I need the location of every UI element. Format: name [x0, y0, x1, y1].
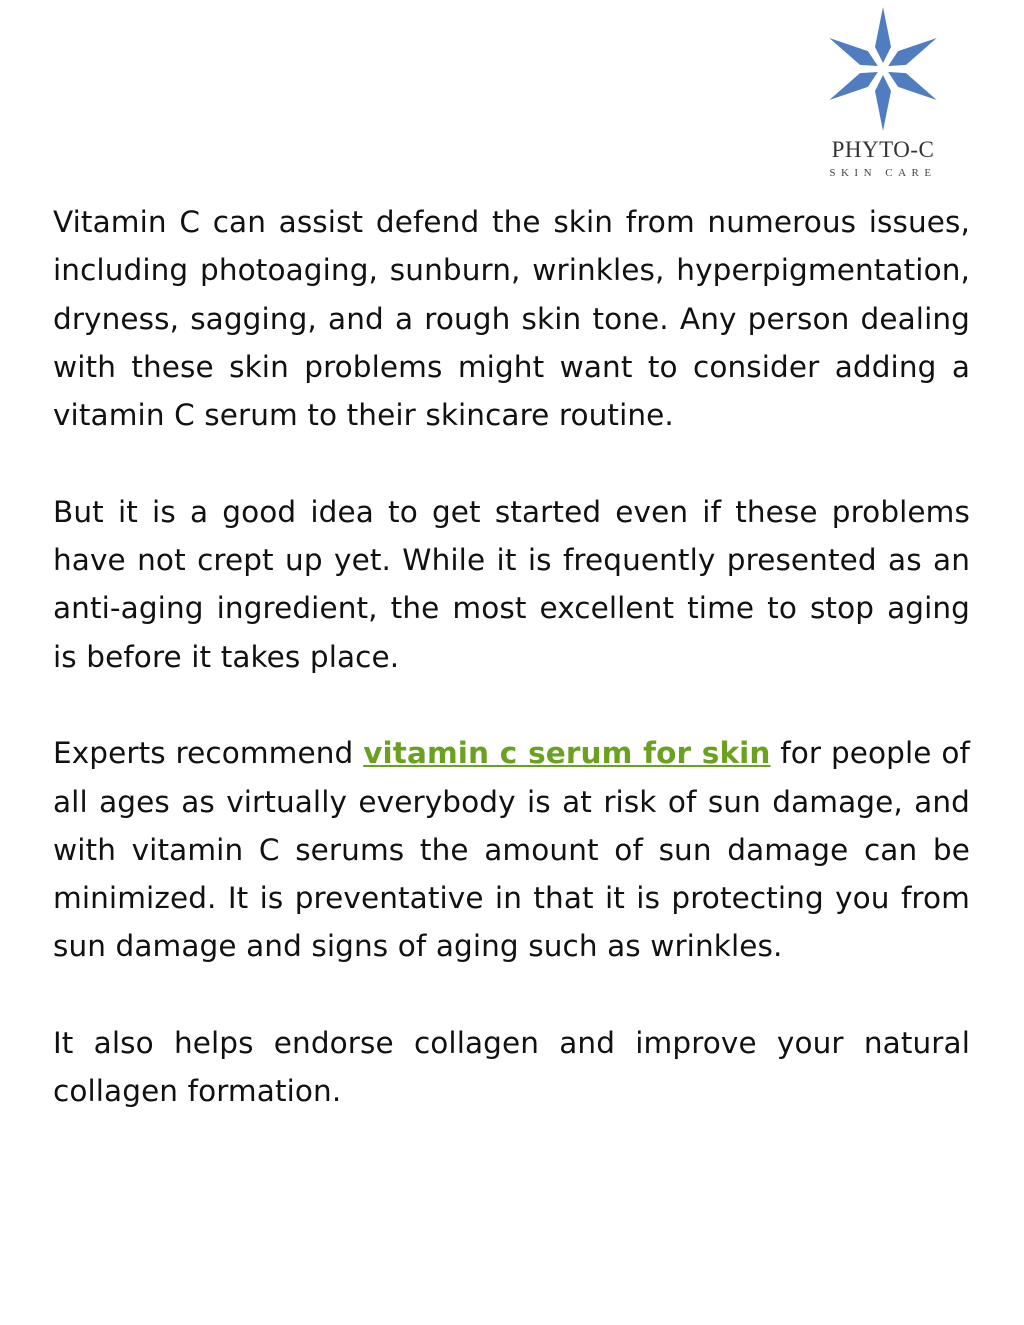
- paragraph-4: It also helps endorse collagen and improve your natural collagen formation.: [53, 1026, 970, 1109]
- brand-name: PHYTO-C: [831, 137, 935, 162]
- paragraph-2: But it is a good idea to get started even if these problems have not crept up yet. While it is frequently presented as an anti-aging ingredient, the most excellent time to stop aging is before it takes place.: [53, 494, 970, 674]
- vitamin-c-serum-link[interactable]: vitamin c serum for skin: [363, 736, 771, 771]
- brand-logo: [818, 4, 948, 182]
- paragraph-3: [53, 729, 970, 970]
- paragraph-3-intro: Experts recommend: [53, 736, 364, 771]
- paragraph-1: Vitamin C can assist defend the skin from numerous issues, including photoaging, sunburn, wrinkles, hyperpigmentation, dryness, sagging, and a rough skin tone. Any person dealing with these skin problems might want to consider adding a vitamin C serum to their skincare routine.: [53, 205, 970, 433]
- brand-tagline: SKIN CARE: [829, 167, 937, 179]
- paragraph-3-rest: for people of all ages as virtually everybody is at risk of sun damage, and with vitamin C serums the amount of sun damage can be minimized. It is preventative in that it is protecting you from sun damage and signs of aging such as wrinkles.: [53, 736, 970, 964]
- article-body: [53, 198, 970, 1116]
- star-icon: [818, 4, 948, 134]
